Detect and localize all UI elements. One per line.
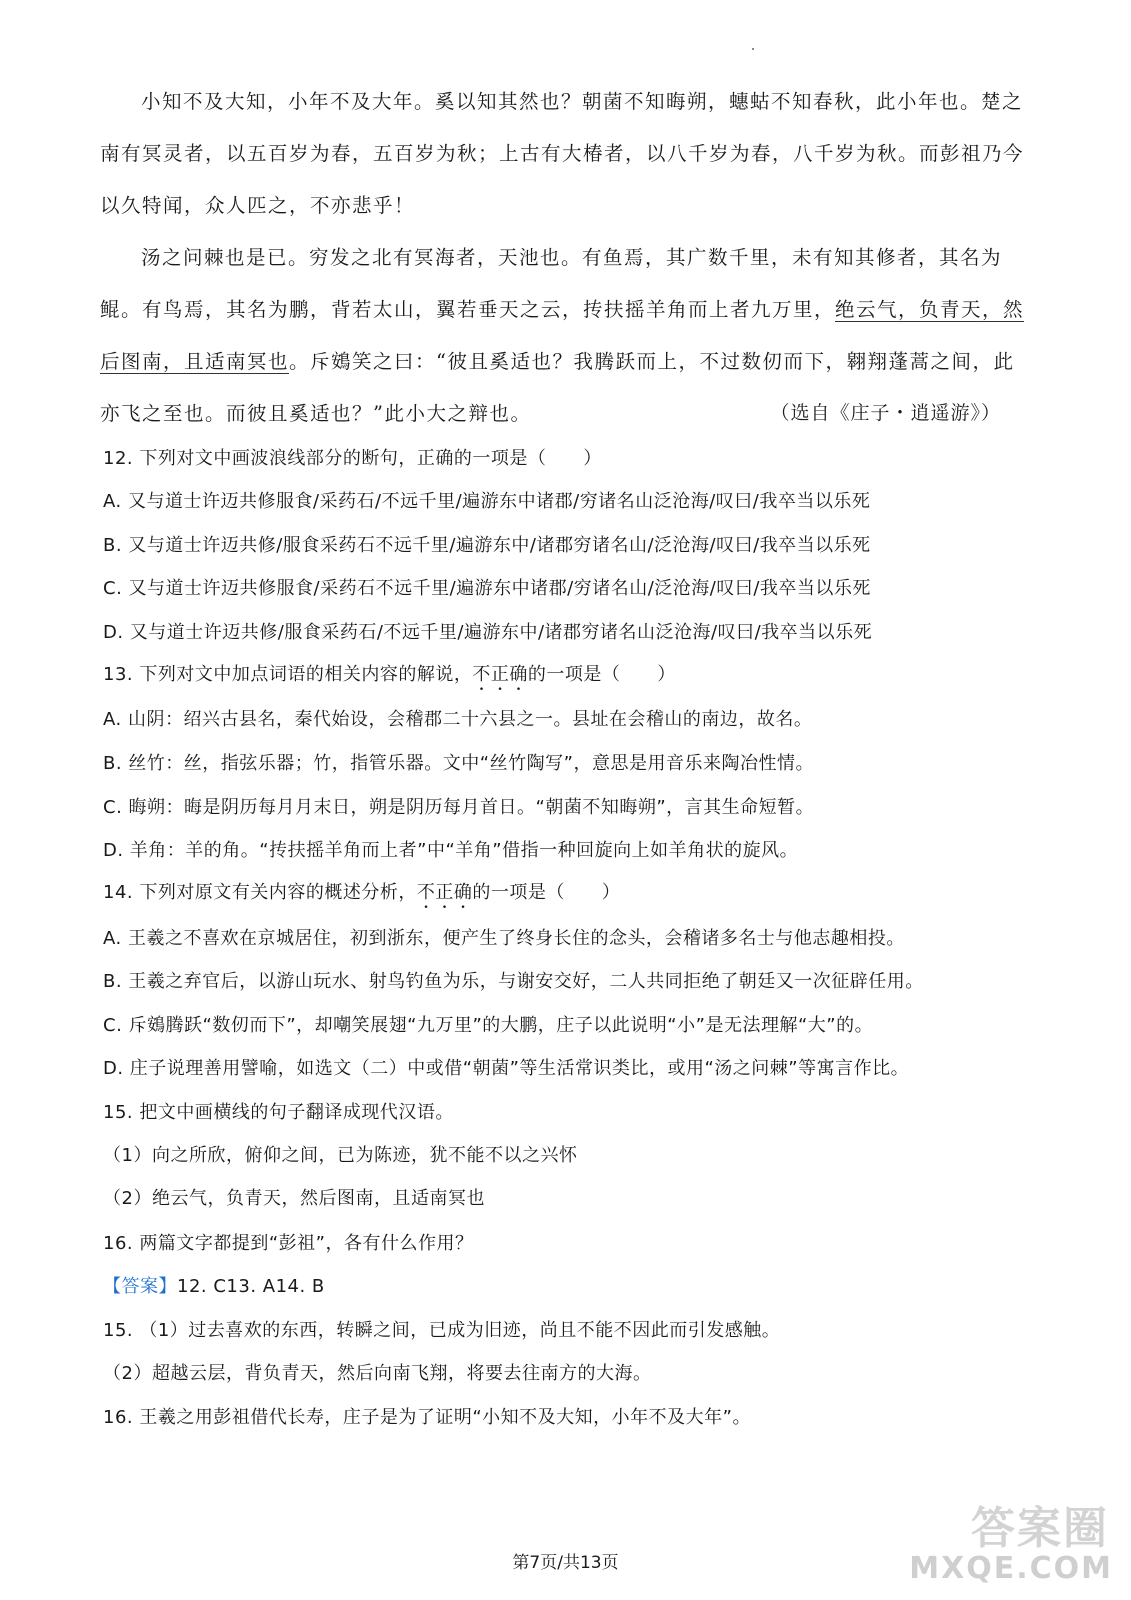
- page-number: 第7页/共13页: [512, 1553, 619, 1573]
- q15-item-2: （2）绝云气，负青天，然后图南，且适南冥也: [103, 1188, 485, 1209]
- q13-pre: 13. 下列对文中加点词语的相关内容的解说，: [103, 664, 473, 685]
- answer-choices: [103, 1272, 325, 1298]
- q12-option-a: A. 又与道士许迈共修服食/采药石/不远千里/遍游东中诸郡/穷诸名山泛沧海/叹曰/我卒当以乐死: [103, 491, 871, 512]
- q14-option-b: B. 王羲之弃官后，以游山玩水、射鸟钓鱼为乐，与谢安交好，二人共同拒绝了朝廷又一次征辟任用。: [103, 971, 924, 992]
- q14-dotted-emphasis: 不正确: [416, 882, 473, 903]
- q12-option-b: B. 又与道士许迈共修/服食采药石不远千里/遍游东中/诸郡穷诸名山/泛沧海/叹曰/我卒当以乐死: [103, 535, 871, 556]
- underlined-sentence: 绝云气，负青天，然后图南，且适南冥也: [100, 298, 1025, 373]
- question-14: [103, 878, 620, 913]
- q14-option-c: C. 斥鴳腾跃“数仞而下”，却嘲笑展翅“九万里”的大鹏，庄子以此说明“小”是无法理解“大”的。: [103, 1015, 874, 1036]
- question-13: [103, 660, 676, 695]
- watermark-cn-text: 答案圈: [971, 1503, 1109, 1554]
- q14-pre: 14. 下列对原文有关内容的概述分析，: [103, 882, 417, 903]
- question-16: 16. 两篇文字都提到“彭祖”，各有什么作用？: [103, 1233, 474, 1254]
- passage-p2-after: 。斥鴳笑之曰：“彼且奚适也？我腾跃而上，不过数仞而下，翱翔蓬蒿之间，此亦飞之至也。而彼且奚适也？”此小大之辩也。: [100, 350, 1015, 425]
- q15-item-1: （1）向之所欣，俯仰之间，已为陈迹，犹不能不以之兴怀: [103, 1145, 578, 1166]
- q13-dotted-emphasis: 不正确: [472, 664, 528, 685]
- q12-option-c: C. 又与道士许迈共修服食/采药石不远千里/遍游东中诸郡/穷诸名山/泛沧海/叹曰/我卒当以乐死: [103, 578, 871, 599]
- question-12: 12. 下列对文中画波浪线部分的断句，正确的一项是（ ）: [103, 448, 602, 469]
- passage-source: （选自《庄子・逍遥游》）: [770, 402, 1001, 424]
- q14-option-a: A. 王羲之不喜欢在京城居住，初到浙东，便产生了终身长住的念头，会稽诸多名士与他志趣相投。: [103, 928, 905, 949]
- q13-option-c: C. 晦朔：晦是阴历每月月末日，朔是阴历每月首日。“朝菌不知晦朔”，言其生命短暂。: [103, 797, 815, 818]
- q14-post: 的一项是（ ）: [472, 882, 621, 903]
- passage-paragraph-1: 小知不及大知，小年不及大年。奚以知其然也？朝菌不知晦朔，蟪蛄不知春秋，此小年也。楚之南有冥灵者，以五百岁为春，五百岁为秋；上古有大椿者，以八千岁为春，八千岁为秋。而彭祖乃今以久特闻，众人匹之，不亦悲乎！: [100, 90, 1025, 217]
- passage-p2-before: 汤之问棘也是已。穷发之北有冥海者，天池也。有鱼焉，其广数千里，未有知其修者，其名为鲲。有鸟焉，其名为鹏，背若太山，翼若垂天之云，抟扶摇羊角而上者九万里，: [100, 246, 1002, 321]
- q13-post: 的一项是（ ）: [527, 664, 676, 685]
- answer-label: 【答案】: [103, 1276, 177, 1297]
- passage: [100, 76, 1030, 440]
- scan-speck: [752, 48, 754, 50]
- answer-15-part-1: 15. （1）过去喜欢的东西，转瞬之间，已成为旧迹，尚且不能不因此而引发感触。: [103, 1320, 781, 1341]
- watermark-logo: [909, 1490, 1121, 1590]
- q13-option-b: B. 丝竹：丝，指弦乐器；竹，指管乐器。文中“丝竹陶写”，意思是用音乐来陶冶性情。: [103, 753, 814, 774]
- q14-option-d: D. 庄子说理善用譬喻，如选文（二）中或借“朝菌”等生活常识类比，或用“汤之问棘”等寓言作比。: [103, 1058, 910, 1079]
- q12-option-d: D. 又与道士许迈共修/服食采药石/不远千里/遍游东中/诸郡穷诸名山泛沧海/叹曰/我卒当以乐死: [103, 622, 873, 643]
- answer-choices-text: 12. C13. A14. B: [177, 1276, 325, 1297]
- question-15: 15. 把文中画横线的句子翻译成现代汉语。: [103, 1102, 454, 1123]
- q13-option-a: A. 山阴：绍兴古县名，秦代始设，会稽郡二十六县之一。县址在会稽山的南边，故名。: [103, 709, 813, 730]
- q13-option-d: D. 羊角：羊的角。“抟扶摇羊角而上者”中“羊角”借指一种回旋向上如羊角状的旋风。: [103, 840, 799, 861]
- watermark-domain-text: MXQE.COM: [909, 1551, 1113, 1586]
- answer-15-part-2: （2）超越云层，背负青天，然后向南飞翔，将要去往南方的大海。: [103, 1363, 652, 1384]
- answer-16: 16. 王羲之用彭祖借代长寿，庄子是为了证明“小知不及大知，小年不及大年”。: [103, 1407, 751, 1428]
